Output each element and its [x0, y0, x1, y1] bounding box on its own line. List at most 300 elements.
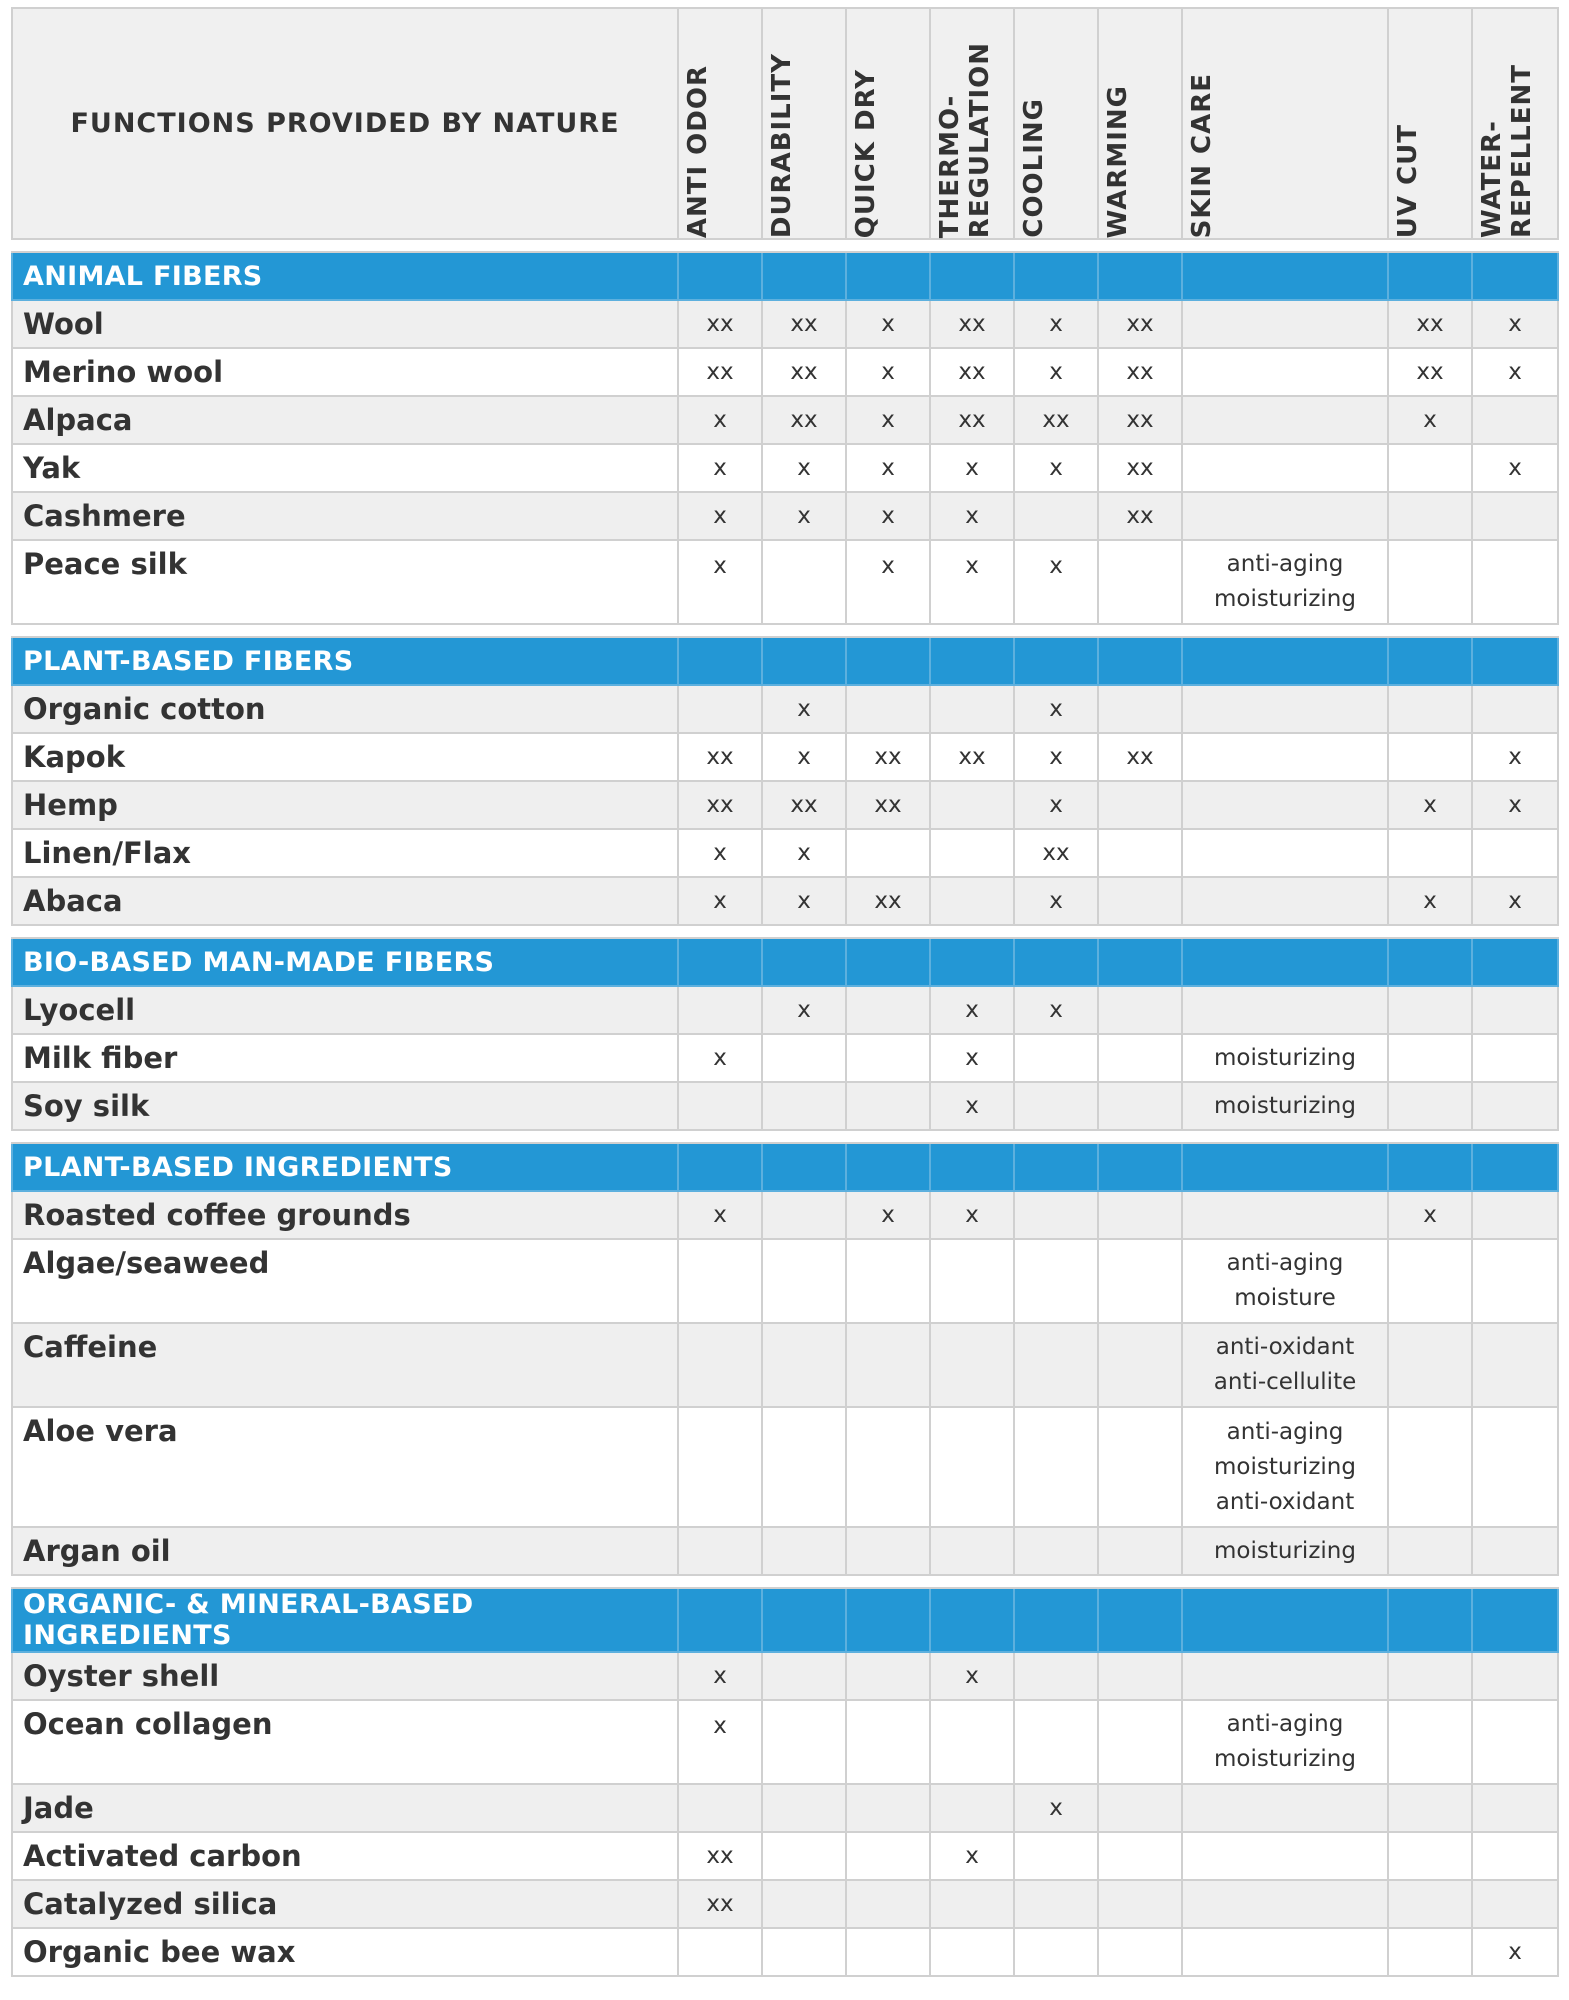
table-row — [12, 540, 1558, 624]
function-cell: x — [678, 1700, 762, 1784]
function-cell — [1472, 1407, 1558, 1527]
function-cell — [846, 1527, 930, 1575]
function-cell: x — [1388, 877, 1472, 925]
section-title: PLANT-BASED INGREDIENTS — [12, 1143, 678, 1191]
table-row — [12, 781, 1558, 829]
section-spacer-cell — [12, 1130, 1558, 1143]
function-cell: xx — [678, 733, 762, 781]
skin-care-cell — [1182, 733, 1388, 781]
function-cell — [1098, 1700, 1182, 1784]
material-name: Activated carbon — [12, 1832, 678, 1880]
function-cell: xx — [1014, 396, 1098, 444]
material-name: Algae/seaweed — [12, 1239, 678, 1323]
function-cell: x — [1472, 1928, 1558, 1976]
function-cell — [1388, 1407, 1472, 1527]
column-header-label: DURABILITY — [767, 52, 797, 238]
function-cell — [1388, 829, 1472, 877]
section-header-cell — [1014, 1143, 1098, 1191]
function-cell: x — [930, 986, 1014, 1034]
function-cell — [930, 781, 1014, 829]
skin-care-cell — [1182, 1652, 1388, 1700]
skin-care-cell — [1182, 781, 1388, 829]
section-header-cell — [1472, 1143, 1558, 1191]
function-cell: x — [1472, 348, 1558, 396]
function-cell: xx — [846, 781, 930, 829]
function-cell — [930, 829, 1014, 877]
material-name: Organic cotton — [12, 685, 678, 733]
function-cell — [1014, 1527, 1098, 1575]
function-cell: x — [846, 492, 930, 540]
function-cell — [1098, 877, 1182, 925]
function-cell — [1388, 1784, 1472, 1832]
function-cell: x — [678, 1191, 762, 1239]
column-header-5 — [1014, 8, 1098, 239]
function-cell: xx — [1388, 348, 1472, 396]
function-cell — [846, 1407, 930, 1527]
function-cell: xx — [762, 348, 846, 396]
skin-care-cell — [1182, 300, 1388, 348]
skin-care-cell — [1182, 492, 1388, 540]
function-cell: x — [846, 1191, 930, 1239]
section-header-cell — [1098, 1588, 1182, 1652]
column-header-label: SKIN CARE — [1187, 72, 1217, 238]
skin-care-cell: moisturizing — [1182, 1034, 1388, 1082]
material-name: Lyocell — [12, 986, 678, 1034]
section-header-cell — [930, 938, 1014, 986]
column-header-wrap — [1015, 17, 1097, 238]
function-cell: xx — [1098, 396, 1182, 444]
function-cell: x — [678, 492, 762, 540]
skin-care-cell: moisturizing — [1182, 1082, 1388, 1130]
function-cell: x — [762, 877, 846, 925]
section-spacer-cell — [12, 239, 1558, 252]
section-header-cell — [1388, 252, 1472, 300]
function-cell — [930, 685, 1014, 733]
function-cell — [762, 1082, 846, 1130]
function-cell: xx — [930, 733, 1014, 781]
section-header-row — [12, 637, 1558, 685]
material-name: Caffeine — [12, 1323, 678, 1407]
function-cell — [1014, 1191, 1098, 1239]
function-cell — [1098, 1527, 1182, 1575]
function-cell: x — [1014, 540, 1098, 624]
material-name: Milk fiber — [12, 1034, 678, 1082]
section-header-cell — [1182, 252, 1388, 300]
function-cell — [678, 685, 762, 733]
function-cell: x — [1014, 733, 1098, 781]
function-cell: x — [1472, 300, 1558, 348]
table-row — [12, 1832, 1558, 1880]
section-spacer — [12, 1130, 1558, 1143]
header-row — [12, 8, 1558, 239]
section-header-cell — [930, 1588, 1014, 1652]
function-cell: x — [1388, 781, 1472, 829]
column-header-2 — [762, 8, 846, 239]
function-cell: x — [846, 300, 930, 348]
function-cell — [846, 1928, 930, 1976]
section-header-cell — [1014, 938, 1098, 986]
table-row — [12, 1191, 1558, 1239]
function-cell — [1472, 1700, 1558, 1784]
function-cell — [1472, 1652, 1558, 1700]
function-cell — [846, 1082, 930, 1130]
function-cell — [1098, 781, 1182, 829]
function-cell: xx — [1098, 348, 1182, 396]
function-cell — [1388, 1928, 1472, 1976]
function-cell: x — [762, 986, 846, 1034]
table-row — [12, 300, 1558, 348]
function-cell: x — [762, 733, 846, 781]
material-name: Yak — [12, 444, 678, 492]
table-row — [12, 986, 1558, 1034]
function-cell — [1472, 1034, 1558, 1082]
function-cell — [1472, 492, 1558, 540]
column-header-wrap — [1183, 17, 1387, 238]
function-cell — [930, 1928, 1014, 1976]
material-name: Merino wool — [12, 348, 678, 396]
column-header-wrap — [679, 17, 761, 238]
column-header-wrap — [931, 17, 1013, 238]
material-name: Oyster shell — [12, 1652, 678, 1700]
function-cell: x — [1014, 877, 1098, 925]
section-header-cell — [1014, 637, 1098, 685]
section-header-cell — [1388, 637, 1472, 685]
function-cell: xx — [1014, 829, 1098, 877]
section-header-row — [12, 938, 1558, 986]
function-cell — [1472, 540, 1558, 624]
function-cell: x — [678, 1034, 762, 1082]
function-cell: x — [1014, 986, 1098, 1034]
function-cell — [1388, 1832, 1472, 1880]
material-name: Hemp — [12, 781, 678, 829]
skin-care-cell: anti-oxidant anti-cellulite — [1182, 1323, 1388, 1407]
function-cell — [846, 829, 930, 877]
function-cell — [762, 1407, 846, 1527]
section-header-cell — [1098, 1143, 1182, 1191]
function-cell: x — [846, 444, 930, 492]
function-cell: xx — [1098, 733, 1182, 781]
function-cell — [1472, 1082, 1558, 1130]
function-cell: xx — [762, 300, 846, 348]
function-cell — [1388, 540, 1472, 624]
skin-care-cell — [1182, 1832, 1388, 1880]
section-header-cell — [1388, 1143, 1472, 1191]
function-cell — [678, 1784, 762, 1832]
section-header-cell — [1182, 637, 1388, 685]
function-cell — [1388, 1652, 1472, 1700]
function-cell — [1472, 829, 1558, 877]
function-cell — [846, 1880, 930, 1928]
function-cell: xx — [678, 781, 762, 829]
function-cell: x — [678, 540, 762, 624]
section-header-cell — [846, 637, 930, 685]
function-cell — [678, 986, 762, 1034]
column-header-wrap — [847, 17, 929, 238]
function-cell: x — [1472, 733, 1558, 781]
section-header-cell — [1472, 252, 1558, 300]
function-cell: x — [930, 1034, 1014, 1082]
column-header-wrap — [1099, 17, 1181, 238]
material-name: Wool — [12, 300, 678, 348]
table-row — [12, 1880, 1558, 1928]
skin-care-cell: anti-aging moisture — [1182, 1239, 1388, 1323]
material-name: Argan oil — [12, 1527, 678, 1575]
function-cell — [1472, 1191, 1558, 1239]
function-cell — [1098, 1323, 1182, 1407]
table-row — [12, 1323, 1558, 1407]
column-header-3 — [846, 8, 930, 239]
section-spacer — [12, 239, 1558, 252]
table-row — [12, 348, 1558, 396]
section-header-cell — [846, 252, 930, 300]
function-cell — [1098, 1034, 1182, 1082]
material-name: Linen/Flax — [12, 829, 678, 877]
function-cell — [1014, 1928, 1098, 1976]
function-cell — [1388, 1323, 1472, 1407]
column-header-label: QUICK DRY — [851, 68, 881, 238]
table-row — [12, 1034, 1558, 1082]
function-cell — [762, 1652, 846, 1700]
function-cell: xx — [1098, 300, 1182, 348]
function-cell — [1388, 1082, 1472, 1130]
function-cell — [930, 1407, 1014, 1527]
function-cell — [1014, 1700, 1098, 1784]
function-cell — [1098, 1652, 1182, 1700]
function-cell — [762, 1700, 846, 1784]
function-cell: x — [678, 877, 762, 925]
table-title: FUNCTIONS PROVIDED BY NATURE — [12, 8, 678, 239]
section-header-cell — [762, 252, 846, 300]
function-cell — [1014, 1323, 1098, 1407]
skin-care-cell: anti-aging moisturizing — [1182, 540, 1388, 624]
section-header-cell — [762, 1588, 846, 1652]
function-cell — [762, 1880, 846, 1928]
material-name: Cashmere — [12, 492, 678, 540]
function-cell — [1472, 685, 1558, 733]
section-header-cell — [1388, 1588, 1472, 1652]
function-cell — [1014, 1880, 1098, 1928]
function-cell — [1388, 444, 1472, 492]
function-cell — [762, 1191, 846, 1239]
function-cell — [1388, 1239, 1472, 1323]
function-cell — [846, 685, 930, 733]
function-cell — [1098, 1191, 1182, 1239]
section-header-cell — [930, 1143, 1014, 1191]
function-cell — [930, 1323, 1014, 1407]
function-cell: x — [1014, 1784, 1098, 1832]
skin-care-cell — [1182, 877, 1388, 925]
section-header-cell — [762, 637, 846, 685]
function-cell: x — [1014, 781, 1098, 829]
section-title: PLANT-BASED FIBERS — [12, 637, 678, 685]
skin-care-cell — [1182, 1928, 1388, 1976]
function-cell: xx — [1098, 492, 1182, 540]
table-row — [12, 829, 1558, 877]
section-header-cell — [846, 1143, 930, 1191]
section-spacer-cell — [12, 1575, 1558, 1588]
function-cell: x — [930, 540, 1014, 624]
function-cell: x — [762, 685, 846, 733]
material-name: Peace silk — [12, 540, 678, 624]
material-name: Aloe vera — [12, 1407, 678, 1527]
function-cell — [930, 1527, 1014, 1575]
function-cell — [678, 1323, 762, 1407]
function-cell — [930, 1880, 1014, 1928]
function-cell — [1014, 1407, 1098, 1527]
function-cell — [1098, 1880, 1182, 1928]
material-name: Catalyzed silica — [12, 1880, 678, 1928]
function-cell: x — [762, 444, 846, 492]
section-header-row — [12, 1588, 1558, 1652]
function-cell — [846, 1652, 930, 1700]
function-cell — [930, 1700, 1014, 1784]
function-cell — [1098, 1928, 1182, 1976]
column-header-label: ANTI ODOR — [683, 64, 713, 238]
section-header-cell — [762, 938, 846, 986]
function-cell: x — [1472, 877, 1558, 925]
function-cell: x — [846, 540, 930, 624]
function-cell: xx — [762, 396, 846, 444]
column-header-1 — [678, 8, 762, 239]
function-cell — [930, 1239, 1014, 1323]
function-cell: xx — [678, 1880, 762, 1928]
function-cell — [1472, 986, 1558, 1034]
function-cell: x — [1472, 444, 1558, 492]
function-cell: x — [1388, 396, 1472, 444]
nature-functions-table — [11, 7, 1559, 1977]
skin-care-cell: anti-aging moisturizing anti-oxidant — [1182, 1407, 1388, 1527]
column-header-wrap — [763, 17, 845, 238]
function-cell — [678, 1239, 762, 1323]
function-cell: xx — [1388, 300, 1472, 348]
section-spacer-cell — [12, 624, 1558, 637]
function-cell — [762, 1527, 846, 1575]
function-cell: xx — [678, 300, 762, 348]
function-cell — [762, 1323, 846, 1407]
section-spacer — [12, 624, 1558, 637]
section-header-cell — [1388, 938, 1472, 986]
function-cell: x — [930, 1082, 1014, 1130]
function-cell — [762, 1034, 846, 1082]
table-row — [12, 685, 1558, 733]
function-cell: xx — [762, 781, 846, 829]
function-cell — [1388, 1034, 1472, 1082]
skin-care-cell — [1182, 444, 1388, 492]
table-row — [12, 1527, 1558, 1575]
material-name: Ocean collagen — [12, 1700, 678, 1784]
function-cell — [1098, 540, 1182, 624]
table-row — [12, 1700, 1558, 1784]
skin-care-cell — [1182, 396, 1388, 444]
function-cell — [846, 1700, 930, 1784]
function-cell: xx — [846, 877, 930, 925]
section-spacer — [12, 1575, 1558, 1588]
section-title: ANIMAL FIBERS — [12, 252, 678, 300]
function-cell — [1098, 685, 1182, 733]
function-cell — [930, 877, 1014, 925]
section-header-cell — [678, 1143, 762, 1191]
column-header-label: THERMO- REGULATION — [935, 41, 995, 238]
function-cell — [1472, 1784, 1558, 1832]
function-cell — [1014, 1034, 1098, 1082]
section-header-cell — [1182, 1588, 1388, 1652]
section-header-cell — [678, 1588, 762, 1652]
function-cell: x — [678, 396, 762, 444]
material-name: Organic bee wax — [12, 1928, 678, 1976]
material-name: Soy silk — [12, 1082, 678, 1130]
function-cell — [1098, 1832, 1182, 1880]
column-header-label: COOLING — [1019, 98, 1049, 238]
skin-care-cell: anti-aging moisturizing — [1182, 1700, 1388, 1784]
function-cell — [1014, 1239, 1098, 1323]
function-cell — [678, 1527, 762, 1575]
function-cell — [1388, 685, 1472, 733]
function-cell — [1388, 733, 1472, 781]
section-spacer-cell — [12, 925, 1558, 938]
column-header-wrap — [1389, 17, 1471, 238]
column-header-8 — [1388, 8, 1472, 239]
function-cell — [1472, 1239, 1558, 1323]
function-cell — [1472, 1527, 1558, 1575]
function-cell — [846, 1034, 930, 1082]
function-cell — [1472, 396, 1558, 444]
skin-care-cell — [1182, 1880, 1388, 1928]
function-cell: x — [1014, 300, 1098, 348]
table-row — [12, 1407, 1558, 1527]
function-cell — [846, 986, 930, 1034]
function-cell — [846, 1784, 930, 1832]
section-title: BIO-BASED MAN-MADE FIBERS — [12, 938, 678, 986]
skin-care-cell — [1182, 1784, 1388, 1832]
column-header-label: UV CUT — [1393, 123, 1423, 238]
function-cell — [1472, 1880, 1558, 1928]
section-title: ORGANIC- & MINERAL-BASED INGREDIENTS — [12, 1588, 678, 1652]
section-header-cell — [930, 637, 1014, 685]
section-header-row — [12, 252, 1558, 300]
table-body — [12, 239, 1558, 1976]
function-cell: x — [678, 444, 762, 492]
function-cell — [1014, 1652, 1098, 1700]
function-cell — [1388, 1527, 1472, 1575]
table-row — [12, 444, 1558, 492]
section-header-cell — [846, 938, 930, 986]
skin-care-cell: moisturizing — [1182, 1527, 1388, 1575]
column-header-7 — [1182, 8, 1388, 239]
skin-care-cell — [1182, 685, 1388, 733]
function-cell — [762, 1784, 846, 1832]
function-cell — [1098, 986, 1182, 1034]
function-cell: xx — [930, 348, 1014, 396]
section-header-cell — [1472, 637, 1558, 685]
section-header-cell — [678, 252, 762, 300]
function-cell — [1098, 1082, 1182, 1130]
function-cell — [846, 1323, 930, 1407]
column-header-label: WATER- REPELLENT — [1477, 64, 1537, 238]
table-row — [12, 1082, 1558, 1130]
section-header-cell — [1182, 1143, 1388, 1191]
function-cell — [930, 1784, 1014, 1832]
function-cell: x — [930, 444, 1014, 492]
function-cell: xx — [846, 733, 930, 781]
function-cell: x — [930, 1652, 1014, 1700]
function-cell: x — [1014, 444, 1098, 492]
function-cell — [1388, 1700, 1472, 1784]
function-cell: x — [762, 492, 846, 540]
function-cell — [846, 1832, 930, 1880]
section-header-cell — [1014, 1588, 1098, 1652]
function-cell — [678, 1407, 762, 1527]
function-cell: x — [930, 492, 1014, 540]
